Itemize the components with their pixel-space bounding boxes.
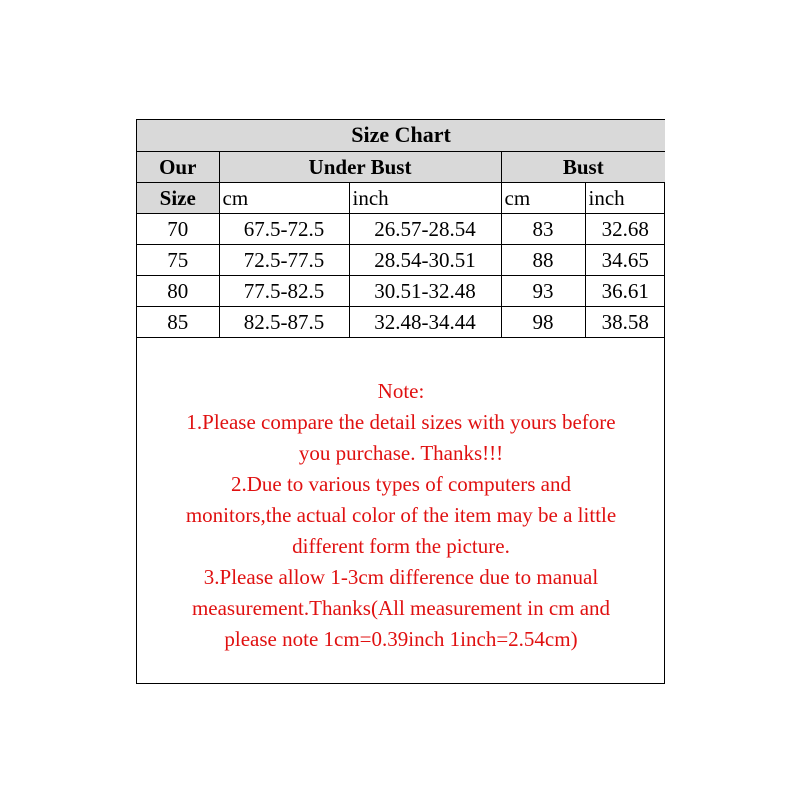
- note-heading: Note:: [377, 379, 425, 403]
- cell-under-bust-inch: 32.48-34.44: [349, 306, 501, 337]
- cell-bust-cm: 98: [501, 306, 585, 337]
- note-line: monitors,the actual color of the item may be a little: [185, 503, 617, 527]
- table-row: [137, 213, 665, 244]
- note-line: different form the picture.: [292, 534, 510, 558]
- cell-under-bust-inch: 30.51-32.48: [349, 275, 501, 306]
- table-row: [137, 244, 665, 275]
- note-line: 3.Please allow 1-3cm difference due to manual: [203, 565, 599, 589]
- size-chart-sheet: [136, 119, 665, 684]
- cell-under-bust-cm: 67.5-72.5: [219, 213, 349, 244]
- cell-under-bust-inch: 28.54-30.51: [349, 244, 501, 275]
- cell-bust-inch: 32.68: [585, 213, 665, 244]
- note-line: you purchase. Thanks!!!: [298, 441, 504, 465]
- cell-bust-cm: 93: [501, 275, 585, 306]
- note-line: measurement.Thanks(All measurement in cm and: [191, 596, 611, 620]
- size-chart-table: [137, 120, 665, 338]
- header-under-bust-cm: cm: [219, 182, 349, 213]
- note-line: 1.Please compare the detail sizes with yours before: [186, 410, 616, 434]
- header-size: Size: [137, 182, 219, 213]
- cell-bust-inch: 38.58: [585, 306, 665, 337]
- cell-bust-cm: 83: [501, 213, 585, 244]
- cell-size: 85: [137, 306, 219, 337]
- table-title: Size Chart: [137, 120, 665, 151]
- table-row: [137, 306, 665, 337]
- cell-bust-inch: 34.65: [585, 244, 665, 275]
- cell-bust-cm: 88: [501, 244, 585, 275]
- cell-under-bust-inch: 26.57-28.54: [349, 213, 501, 244]
- header-our: Our: [137, 151, 219, 182]
- cell-size: 80: [137, 275, 219, 306]
- note-line: 2.Due to various types of computers and: [230, 472, 571, 496]
- header-under-bust-inch: inch: [349, 182, 501, 213]
- cell-size: 70: [137, 213, 219, 244]
- notes-block: [137, 376, 665, 655]
- header-bust-cm: cm: [501, 182, 585, 213]
- header-under-bust: Under Bust: [219, 151, 501, 182]
- table-row: [137, 275, 665, 306]
- header-bust-inch: inch: [585, 182, 665, 213]
- header-bust: Bust: [501, 151, 665, 182]
- note-line: please note 1cm=0.39inch 1inch=2.54cm): [224, 627, 578, 651]
- cell-under-bust-cm: 82.5-87.5: [219, 306, 349, 337]
- cell-bust-inch: 36.61: [585, 275, 665, 306]
- cell-under-bust-cm: 72.5-77.5: [219, 244, 349, 275]
- cell-size: 75: [137, 244, 219, 275]
- cell-under-bust-cm: 77.5-82.5: [219, 275, 349, 306]
